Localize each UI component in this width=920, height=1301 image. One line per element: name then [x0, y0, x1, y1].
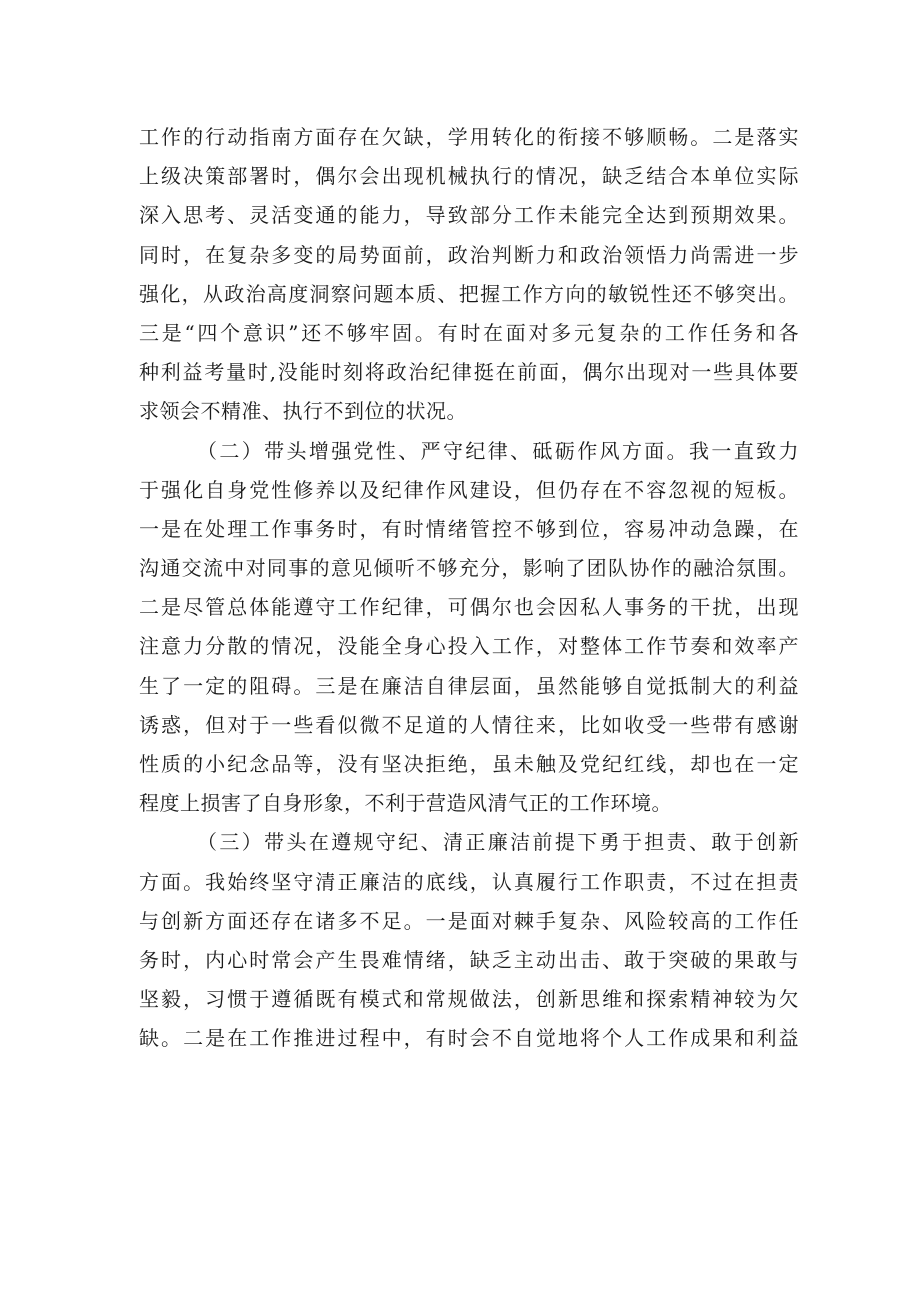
text-line: 三是“四个意识”还不够牢固。有时在面对多元复杂的工作任务和各: [139, 320, 799, 345]
text-line: 缺。二是在工作推进过程中，有时会不自觉地将个人工作成果和利益: [139, 1026, 799, 1051]
text-line: 诱惑，但对于一些看似微不足道的人情往来，比如收受一些带有感谢: [139, 712, 799, 737]
document-body: [139, 118, 799, 1059]
text-line: 于强化自身党性修养以及纪律作风建设，但仍存在不容忽视的短板。: [139, 477, 799, 502]
text-line: 上级决策部署时，偶尔会出现机械执行的情况，缺乏结合本单位实际: [139, 164, 799, 189]
text-line: 一是在处理工作事务时，有时情绪管控不够到位，容易冲动急躁，在: [139, 516, 799, 541]
text-line: 二是尽管总体能遵守工作纪律，可偶尔也会因私人事务的干扰，出现: [139, 595, 799, 620]
text-line: 沟通交流中对同事的意见倾听不够充分，影响了团队协作的融洽氛围。: [139, 556, 799, 581]
text-line: 深入思考、灵活变通的能力，导致部分工作未能完全达到预期效果。: [139, 203, 799, 228]
text-line: 同时，在复杂多变的局势面前，政治判断力和政治领悟力尚需进一步: [139, 242, 799, 267]
text-line: 注意力分散的情况，没能全身心投入工作，对整体工作节奏和效率产: [139, 634, 799, 659]
text-line: 性质的小纪念品等，没有坚决拒绝，虽未触及党纪红线，却也在一定: [139, 752, 799, 776]
text-line: 务时，内心时常会产生畏难情绪，缺乏主动出击、敢于突破的果敢与: [139, 947, 799, 972]
section-heading-line: （二）带头增强党性、严守纪律、砥砺作风方面。我一直致力: [197, 438, 799, 463]
text-line: 种利益考量时,没能时刻将政治纪律挺在前面，偶尔出现对一些具体要: [139, 360, 799, 385]
text-line: 工作的行动指南方面存在欠缺，学用转化的衔接不够顺畅。二是落实: [139, 125, 799, 149]
text-line: 生了一定的阻碍。三是在廉洁自律层面，虽然能够自觉抵制大的利益: [139, 673, 799, 698]
text-line: 强化，从政治高度洞察问题本质、把握工作方向的敏锐性还不够突出。: [139, 281, 799, 306]
text-line: 方面。我始终坚守清正廉洁的底线，认真履行工作职责，不过在担责: [139, 869, 799, 894]
text-line: 程度上损害了自身形象，不利于营造风清气正的工作环境。: [139, 791, 672, 816]
text-line: 与创新方面还存在诸多不足。一是面对棘手复杂、风险较高的工作任: [139, 908, 799, 933]
text-line: 坚毅，习惯于遵循既有模式和常规做法，创新思维和探索精神较为欠: [139, 987, 799, 1012]
text-line: 求领会不精准、执行不到位的状况。: [139, 399, 467, 424]
section-heading-line: （三）带头在遵规守纪、清正廉洁前提下勇于担责、敢于创新: [197, 830, 799, 855]
